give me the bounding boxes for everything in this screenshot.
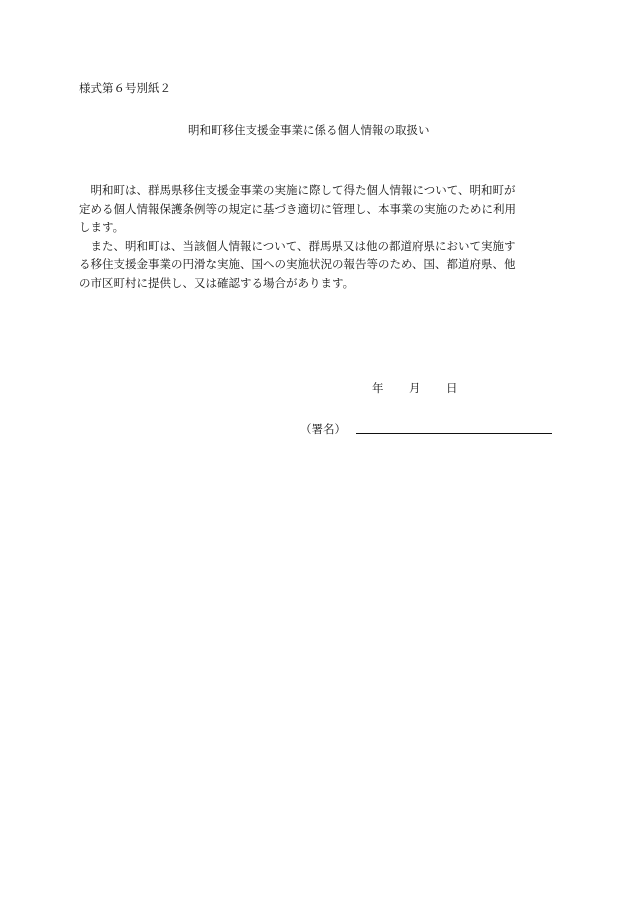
body-line: る移住支援金事業の円滑な実施、国への実施状況の報告等のため、国、都道府県、他	[79, 257, 516, 271]
body-paragraphs	[79, 181, 553, 292]
date-year-label: 年	[372, 381, 384, 395]
body-line: の市区町村に提供し、又は確認する場合があります。	[79, 275, 355, 290]
date-day-label: 日	[446, 381, 458, 395]
signature-line	[356, 433, 552, 434]
date-month-label: 月	[409, 381, 421, 395]
body-line: します。	[79, 220, 125, 234]
form-number: 様式第６号別紙２	[79, 81, 171, 95]
signature-label: （署名）	[300, 422, 346, 436]
body-line: また、明和町は、当該個人情報について、群馬県又は他の都道府県において実施す	[79, 238, 516, 253]
document-title: 明和町移住支援金事業に係る個人情報の取扱い	[188, 123, 430, 137]
body-line: 明和町は、群馬県移住支援金事業の実施に際して得た個人情報について、明和町が	[79, 183, 516, 197]
body-line: 定める個人情報保護条例等の規定に基づき適切に管理し、本事業の実施のために利用	[79, 201, 516, 216]
